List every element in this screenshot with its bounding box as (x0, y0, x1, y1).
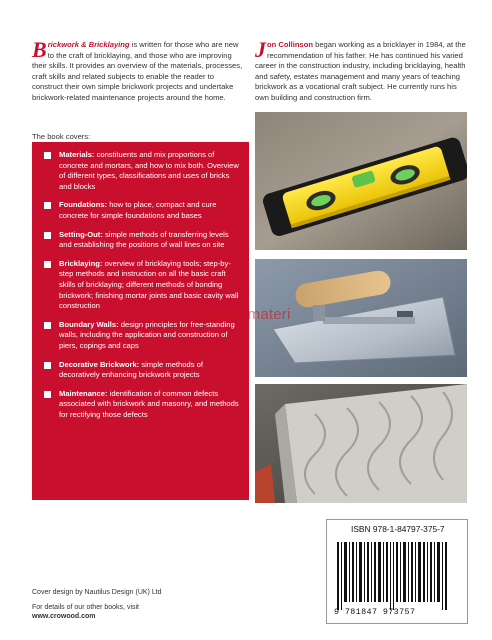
author-name: on Collinson (267, 40, 313, 49)
author-dropcap: J (255, 37, 266, 62)
copyright-watermark: righted materi (196, 306, 291, 323)
topic-name: Materials: (59, 150, 95, 159)
author-bio (255, 37, 467, 104)
topic-item-decorative-brickwork (44, 360, 239, 381)
intro-text: is written for those who are new to the craft of bricklaying, and those who are improving their skills. It provides an overview of the materials, processes, craft skills and related subjects to enable the reader to construct their own simple brickwork projects and undertake brickwork-related maintenance projects around the home. (32, 40, 243, 102)
topic-item-bricklaying (44, 259, 239, 312)
topic-name: Maintenance: (59, 388, 108, 398)
covers-label: The book covers: (32, 132, 91, 141)
footer-details: For details of our other books, visit (32, 604, 139, 611)
topic-name: Foundations: (59, 200, 108, 210)
square-bullet-icon (44, 362, 51, 369)
topic-name: Decorative Brickwork: (59, 359, 140, 369)
website-link[interactable]: www.crowood.com (32, 613, 96, 620)
topic-text: overview of bricklaying tools; step-by-step methods and instruction on all the basic craft skills of bricklaying; different methods of bonding brickwork; finishing mortar joints and basic cavity wall construction (59, 258, 239, 311)
square-bullet-icon (44, 232, 51, 239)
book-title: rickwork & Bricklaying (47, 40, 130, 49)
isbn-label: ISBN 978-1-84797-375-7 (351, 524, 445, 534)
square-bullet-icon (44, 322, 51, 329)
topic-item-setting-out (44, 230, 239, 251)
topic-item-materials (44, 150, 239, 192)
topic-text: design principles for free-standing walls, including the application and construction of piers, copings and caps (59, 319, 235, 350)
intro-paragraph (32, 37, 244, 104)
square-bullet-icon (44, 202, 51, 209)
barcode-digits: 9 781847 973757 (334, 607, 416, 617)
topic-name: Bricklaying: (59, 258, 103, 268)
topic-name: Setting-Out: (59, 229, 103, 239)
topic-text: simple methods of decoratively enhancing brickwork projects (59, 359, 203, 380)
square-bullet-icon (44, 261, 51, 268)
intro-dropcap: B (32, 37, 47, 62)
topic-text: how to place, compact and cure concrete for simple foundations and bases (59, 200, 217, 220)
topic-text: constituents and mix proportions of concrete and mortars, and how to mix both. Overview of different types, classifications and uses of bricks and blocks (59, 150, 239, 191)
topic-text: identification of common defects associated with brickwork and masonry, and methods for rectifying those defects (59, 388, 239, 419)
square-bullet-icon (44, 152, 51, 159)
carved-block-photo (255, 384, 467, 503)
topic-item-maintenance (44, 389, 239, 421)
square-bullet-icon (44, 391, 51, 398)
author-bio-text: began working as a bricklayer in 1984, at the recommendation of his father. He has continued his varied career in the construction industry, including bricklaying, health and safety, estates management and many years of teaching brickwork as a vocational craft subject. He currently runs his own building and construction firm. (255, 40, 466, 102)
topic-item-boundary-walls (44, 320, 239, 352)
topic-text: simple methods of transferring levels and establishing the positions of wall lines on site (59, 229, 229, 250)
cover-design-credit: Cover design by Nautilus Design (UK) Ltd (32, 589, 162, 596)
topic-item-foundations (44, 200, 239, 221)
spirit-level-photo (255, 112, 467, 250)
topic-name: Boundary Walls: (59, 319, 119, 329)
